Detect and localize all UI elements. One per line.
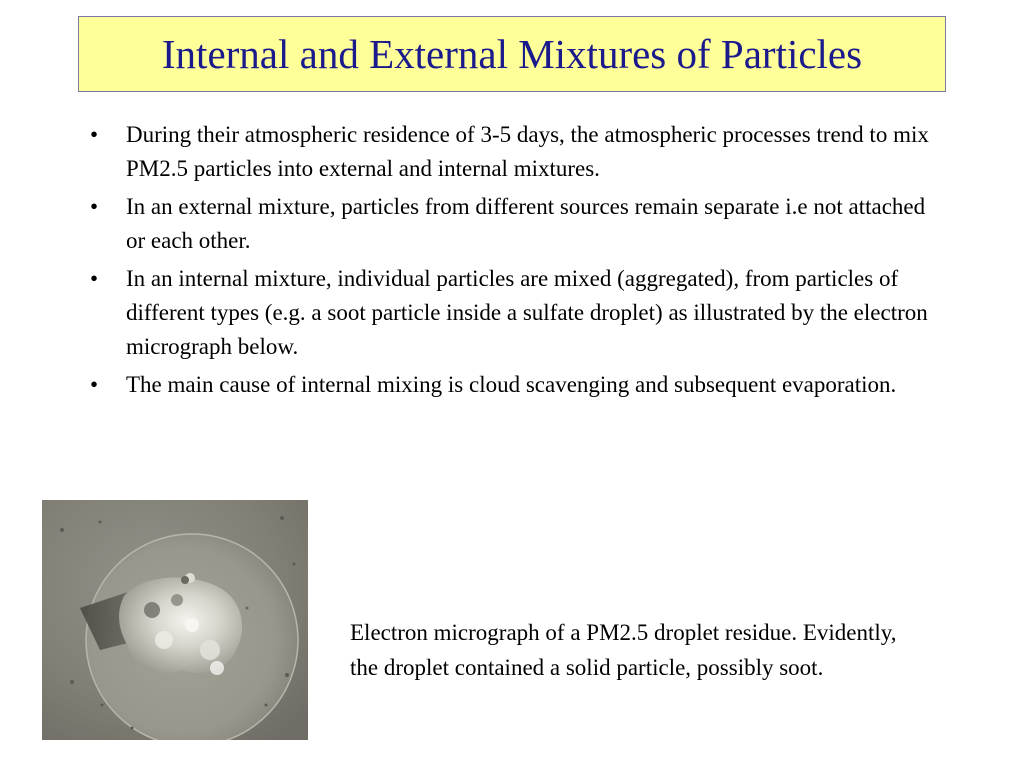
micrograph-caption: Electron micrograph of a PM2.5 droplet residue. Evidently, the droplet contained a solid particle, possibly soot. [350, 620, 897, 680]
bullet-item-2 [84, 190, 944, 258]
bullet-marker: • [89, 266, 99, 291]
bullet-text-2: In an external mixture, particles from different sources remain separate i.e not attached or each other. [126, 194, 926, 253]
bullet-marker: • [89, 122, 99, 147]
bullet-text-3: In an internal mixture, individual particles are mixed (aggregated), from particles of different types (e.g. a soot particle inside a sulfate droplet) as illustrated by the electron micrograph below. [126, 266, 928, 359]
slide-title: Internal and External Mixtures of Particles [161, 30, 863, 77]
bullet-text-4: The main cause of internal mixing is cloud scavenging and subsequent evaporation. [126, 372, 897, 397]
bullet-list [84, 118, 944, 406]
title-box [78, 16, 946, 92]
bullet-item-3 [84, 262, 944, 364]
bullet-item-1 [84, 118, 944, 186]
bullet-marker: • [89, 194, 99, 219]
bullet-text-1: During their atmospheric residence of 3-5 days, the atmospheric processes trend to mix PM2.5 particles into external and internal mixtures. [126, 122, 929, 181]
electron-micrograph-image [42, 500, 308, 740]
bullet-item-4 [84, 368, 944, 402]
bullet-marker: • [89, 372, 99, 397]
